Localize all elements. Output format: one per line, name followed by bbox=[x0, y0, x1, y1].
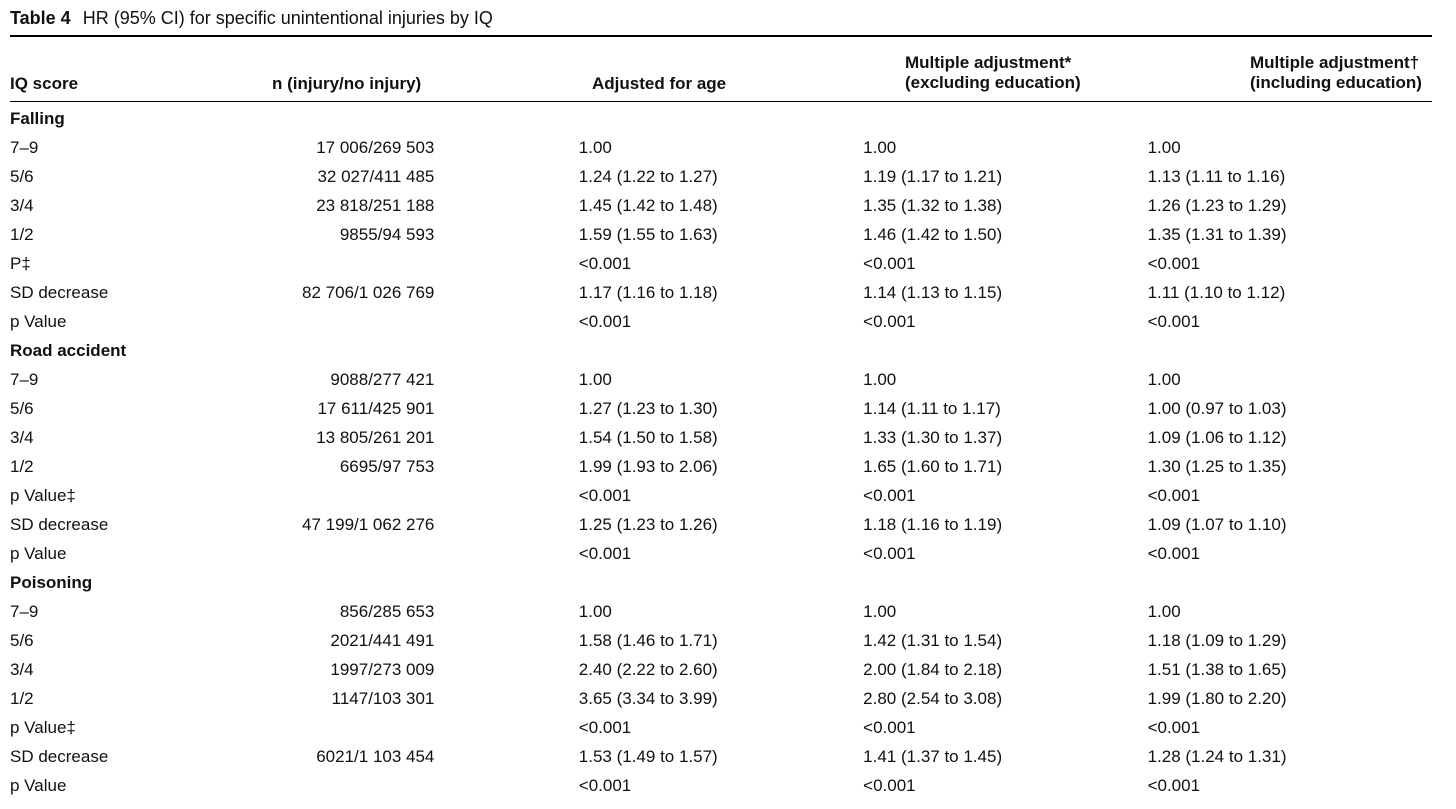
multi-incl-cell: <0.001 bbox=[1147, 776, 1201, 795]
adjusted-age-cell: 1.59 (1.55 to 1.63) bbox=[578, 225, 718, 244]
multi-incl-cell: 1.00 bbox=[1147, 138, 1181, 157]
adjusted-age-cell: 1.17 (1.16 to 1.18) bbox=[578, 283, 718, 302]
n-value: 47 199/1 062 276 bbox=[302, 515, 435, 534]
adjusted-age-cell: 1.24 (1.22 to 1.27) bbox=[578, 167, 718, 186]
table-row bbox=[10, 655, 1432, 684]
table-row bbox=[10, 597, 1432, 626]
header-adjusted-age: Adjusted for age bbox=[592, 74, 727, 93]
multi-excl-cell: 1.00 bbox=[863, 602, 897, 621]
n-value: 32 027/411 485 bbox=[317, 167, 435, 186]
multi-incl-cell: 1.00 (0.97 to 1.03) bbox=[1147, 399, 1287, 418]
iq-score-cell: 3/4 bbox=[10, 196, 34, 215]
multi-incl-cell: 1.13 (1.11 to 1.16) bbox=[1147, 167, 1286, 186]
table-caption bbox=[10, 7, 493, 29]
n-value: 2021/441 491 bbox=[330, 631, 435, 650]
adjusted-age-cell: 1.58 (1.46 to 1.71) bbox=[578, 631, 718, 650]
iq-score-cell: p Value bbox=[10, 544, 67, 563]
section-title: Road accident bbox=[10, 341, 127, 360]
n-value: 1147/103 301 bbox=[331, 689, 435, 708]
multi-excl-cell: 1.46 (1.42 to 1.50) bbox=[863, 225, 1003, 244]
iq-score-cell: 7–9 bbox=[10, 602, 39, 621]
n-cell bbox=[294, 481, 578, 510]
iq-score-cell: 1/2 bbox=[10, 457, 34, 476]
multi-excl-cell: 1.00 bbox=[863, 370, 897, 389]
n-cell bbox=[294, 597, 578, 626]
multi-incl-cell: <0.001 bbox=[1147, 486, 1201, 505]
adjusted-age-cell: 1.00 bbox=[578, 138, 612, 157]
iq-score-cell: 7–9 bbox=[10, 370, 39, 389]
multi-incl-cell: 1.09 (1.06 to 1.12) bbox=[1147, 428, 1287, 447]
iq-score-cell: p Value‡ bbox=[10, 486, 76, 505]
multi-excl-cell: <0.001 bbox=[863, 254, 916, 273]
header-iq-score: IQ score bbox=[10, 74, 79, 93]
adjusted-age-cell: <0.001 bbox=[578, 544, 632, 563]
n-value: 23 818/251 188 bbox=[316, 196, 435, 215]
header-rule bbox=[10, 101, 1432, 102]
table-row bbox=[10, 539, 1432, 568]
multi-excl-cell: 2.00 (1.84 to 2.18) bbox=[863, 660, 1003, 679]
multi-incl-cell: 1.11 (1.10 to 1.12) bbox=[1147, 283, 1286, 302]
multi-excl-cell: <0.001 bbox=[863, 718, 916, 737]
section-row bbox=[10, 104, 1432, 133]
table-row bbox=[10, 191, 1432, 220]
table-row bbox=[10, 510, 1432, 539]
header-multi-excl-line1: Multiple adjustment* bbox=[905, 53, 1072, 72]
iq-score-cell: 3/4 bbox=[10, 660, 34, 679]
adjusted-age-cell: 1.53 (1.49 to 1.57) bbox=[578, 747, 718, 766]
adjusted-age-cell: 1.00 bbox=[578, 370, 612, 389]
multi-excl-cell: 1.14 (1.13 to 1.15) bbox=[863, 283, 1003, 302]
multi-excl-cell: <0.001 bbox=[863, 486, 916, 505]
adjusted-age-cell: 1.00 bbox=[578, 602, 612, 621]
multi-excl-cell: <0.001 bbox=[863, 776, 916, 795]
section-title: Poisoning bbox=[10, 573, 93, 592]
iq-score-cell: 1/2 bbox=[10, 225, 34, 244]
iq-score-cell: SD decrease bbox=[10, 283, 109, 302]
section-row bbox=[10, 336, 1432, 365]
adjusted-age-cell: 2.40 (2.22 to 2.60) bbox=[578, 660, 718, 679]
table-row bbox=[10, 162, 1432, 191]
table-row bbox=[10, 307, 1432, 336]
header-n: n (injury/no injury) bbox=[272, 74, 422, 93]
multi-incl-cell: 1.18 (1.09 to 1.29) bbox=[1147, 631, 1287, 650]
table-row bbox=[10, 365, 1432, 394]
n-cell bbox=[294, 220, 578, 249]
n-cell bbox=[294, 684, 578, 713]
n-cell bbox=[294, 713, 578, 742]
table-title: HR (95% CI) for specific unintentional injuries by IQ bbox=[82, 8, 493, 28]
table-row bbox=[10, 684, 1432, 713]
adjusted-age-cell: <0.001 bbox=[578, 776, 632, 795]
table-row bbox=[10, 626, 1432, 655]
table-row bbox=[10, 771, 1432, 800]
table-label: Table 4 bbox=[10, 8, 71, 28]
multi-incl-cell: <0.001 bbox=[1147, 718, 1201, 737]
n-value: 9855/94 593 bbox=[339, 225, 435, 244]
multi-incl-cell: 1.35 (1.31 to 1.39) bbox=[1147, 225, 1287, 244]
header-multi-incl-line2: (including education) bbox=[1250, 73, 1422, 92]
n-cell bbox=[294, 423, 578, 452]
multi-excl-cell: 1.35 (1.32 to 1.38) bbox=[863, 196, 1003, 215]
adjusted-age-cell: 3.65 (3.34 to 3.99) bbox=[578, 689, 718, 708]
multi-incl-cell: 1.28 (1.24 to 1.31) bbox=[1147, 747, 1287, 766]
iq-score-cell: 3/4 bbox=[10, 428, 34, 447]
table-row bbox=[10, 481, 1432, 510]
multi-incl-cell: <0.001 bbox=[1147, 544, 1201, 563]
iq-score-cell: SD decrease bbox=[10, 515, 109, 534]
header-multi-excl-line2: (excluding education) bbox=[905, 73, 1081, 92]
multi-excl-cell: 1.65 (1.60 to 1.71) bbox=[863, 457, 1003, 476]
adjusted-age-cell: 1.25 (1.23 to 1.26) bbox=[578, 515, 718, 534]
top-rule bbox=[10, 35, 1432, 37]
n-value: 6695/97 753 bbox=[339, 457, 435, 476]
multi-incl-cell: 1.00 bbox=[1147, 602, 1181, 621]
iq-score-cell: p Value bbox=[10, 312, 67, 331]
adjusted-age-cell: <0.001 bbox=[578, 718, 632, 737]
n-cell bbox=[294, 626, 578, 655]
n-value: 13 805/261 201 bbox=[316, 428, 435, 447]
table-row bbox=[10, 423, 1432, 452]
n-value: 17 611/425 901 bbox=[317, 399, 435, 418]
multi-incl-cell: <0.001 bbox=[1147, 254, 1201, 273]
table-row bbox=[10, 278, 1432, 307]
n-value: 1997/273 009 bbox=[330, 660, 435, 679]
section-title: Falling bbox=[10, 109, 65, 128]
multi-incl-cell: 1.99 (1.80 to 2.20) bbox=[1147, 689, 1287, 708]
n-value: 856/285 653 bbox=[339, 602, 435, 621]
table-row bbox=[10, 713, 1432, 742]
adjusted-age-cell: 1.54 (1.50 to 1.58) bbox=[578, 428, 718, 447]
multi-incl-cell: 1.00 bbox=[1147, 370, 1181, 389]
multi-incl-cell: 1.26 (1.23 to 1.29) bbox=[1147, 196, 1287, 215]
multi-excl-cell: 1.41 (1.37 to 1.45) bbox=[863, 747, 1003, 766]
iq-score-cell: p Value‡ bbox=[10, 718, 76, 737]
data-table bbox=[10, 104, 1432, 800]
n-cell bbox=[294, 133, 578, 162]
n-cell bbox=[294, 539, 578, 568]
n-cell bbox=[294, 307, 578, 336]
table-row bbox=[10, 249, 1432, 278]
n-cell bbox=[294, 394, 578, 423]
n-cell bbox=[294, 278, 578, 307]
n-cell bbox=[294, 742, 578, 771]
iq-score-cell: 5/6 bbox=[10, 399, 34, 418]
adjusted-age-cell: <0.001 bbox=[578, 254, 632, 273]
adjusted-age-cell: 1.27 (1.23 to 1.30) bbox=[578, 399, 718, 418]
multi-excl-cell: 1.00 bbox=[863, 138, 897, 157]
n-value: 9088/277 421 bbox=[330, 370, 435, 389]
header-multi-incl-line1: Multiple adjustment† bbox=[1250, 53, 1420, 72]
iq-score-cell: 1/2 bbox=[10, 689, 34, 708]
n-value: 82 706/1 026 769 bbox=[302, 283, 435, 302]
header-multi-incl bbox=[1250, 53, 1422, 93]
table-row bbox=[10, 220, 1432, 249]
multi-excl-cell: 1.42 (1.31 to 1.54) bbox=[863, 631, 1003, 650]
multi-excl-cell: 1.14 (1.11 to 1.17) bbox=[863, 399, 1001, 418]
multi-excl-cell: 1.19 (1.17 to 1.21) bbox=[863, 167, 1003, 186]
table-row bbox=[10, 452, 1432, 481]
multi-incl-cell: 1.30 (1.25 to 1.35) bbox=[1147, 457, 1287, 476]
iq-score-cell: 5/6 bbox=[10, 631, 34, 650]
section-row bbox=[10, 568, 1432, 597]
iq-score-cell: 7–9 bbox=[10, 138, 39, 157]
table-row bbox=[10, 133, 1432, 162]
n-cell bbox=[294, 771, 578, 800]
multi-incl-cell: 1.09 (1.07 to 1.10) bbox=[1147, 515, 1287, 534]
n-cell bbox=[294, 249, 578, 278]
adjusted-age-cell: <0.001 bbox=[578, 486, 632, 505]
multi-excl-cell: <0.001 bbox=[863, 544, 916, 563]
n-cell bbox=[294, 452, 578, 481]
n-cell bbox=[294, 365, 578, 394]
header-multi-excl bbox=[905, 53, 1081, 93]
multi-excl-cell: 1.18 (1.16 to 1.19) bbox=[863, 515, 1003, 534]
multi-incl-cell: <0.001 bbox=[1147, 312, 1201, 331]
n-cell bbox=[294, 655, 578, 684]
multi-excl-cell: <0.001 bbox=[863, 312, 916, 331]
iq-score-cell: P‡ bbox=[10, 254, 31, 273]
multi-excl-cell: 2.80 (2.54 to 3.08) bbox=[863, 689, 1003, 708]
n-value: 17 006/269 503 bbox=[316, 138, 435, 157]
table-row bbox=[10, 742, 1432, 771]
n-cell bbox=[294, 162, 578, 191]
n-cell bbox=[294, 510, 578, 539]
n-value: 6021/1 103 454 bbox=[316, 747, 435, 766]
multi-incl-cell: 1.51 (1.38 to 1.65) bbox=[1147, 660, 1287, 679]
iq-score-cell: SD decrease bbox=[10, 747, 109, 766]
n-cell bbox=[294, 191, 578, 220]
multi-excl-cell: 1.33 (1.30 to 1.37) bbox=[863, 428, 1003, 447]
adjusted-age-cell: 1.99 (1.93 to 2.06) bbox=[578, 457, 718, 476]
adjusted-age-cell: <0.001 bbox=[578, 312, 632, 331]
table-row bbox=[10, 394, 1432, 423]
adjusted-age-cell: 1.45 (1.42 to 1.48) bbox=[578, 196, 718, 215]
iq-score-cell: 5/6 bbox=[10, 167, 34, 186]
iq-score-cell: p Value bbox=[10, 776, 67, 795]
